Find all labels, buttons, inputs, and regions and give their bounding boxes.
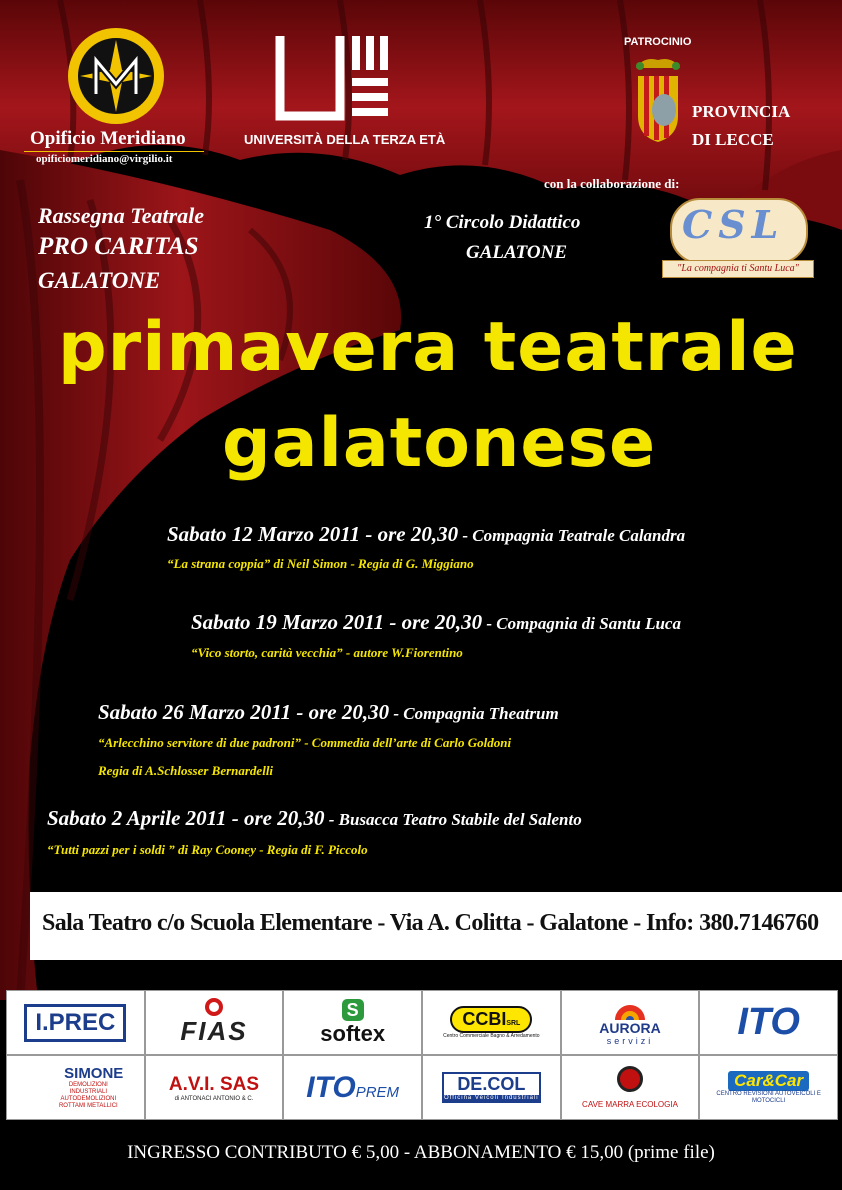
venue-info-text: Sala Teatro c/o Scuola Elementare - Via A. Colitta - Galatone - Info: 380.7146760 xyxy=(42,910,819,936)
event-2-heading xyxy=(191,610,681,635)
opificio-meridiano-logo xyxy=(66,26,166,126)
event-1-date: Sabato 12 Marzo 2011 - ore 20,30 xyxy=(167,522,459,546)
sponsor-cave-marra xyxy=(561,1055,700,1120)
sponsor-simone-name: SIMONE xyxy=(64,1065,124,1082)
csl-motto: "La compagnia ti Santu Luca" xyxy=(662,260,814,278)
provincia-line2: DI LECCE xyxy=(692,130,774,149)
csl-badge: CSL xyxy=(682,202,785,247)
csl-logo xyxy=(662,198,812,278)
opificio-email: opificiomeridiano@virgilio.it xyxy=(36,153,173,165)
sponsor-carcar-sub: CENTRO REVISIONI AUTOVEICOLI E MOTOCICLI xyxy=(716,1090,821,1104)
main-title-line2: galatonese xyxy=(222,404,657,483)
sponsor-avi xyxy=(145,1055,284,1120)
sponsor-aurora-sub: servizi xyxy=(606,1035,654,1046)
sponsor-carcar-name: Car&Car xyxy=(728,1071,809,1091)
sponsors-grid xyxy=(6,990,838,1120)
sponsor-softex-name: softex xyxy=(320,1020,386,1046)
cave-marra-emblem-icon xyxy=(617,1066,643,1092)
event-2-details: “Vico storto, carità vecchia” - autore W.Fiorentino xyxy=(191,645,463,660)
sponsor-fias xyxy=(145,990,284,1055)
event-3-heading xyxy=(98,700,559,725)
provincia-line1: PROVINCIA xyxy=(692,102,791,121)
sponsor-avi-sub: di ANTONACI ANTONIO & C. xyxy=(174,1095,254,1102)
rassegna-line3: GALATONE xyxy=(38,268,161,293)
sponsor-cave-marra-name: CAVE MARRA ECOLOGIA xyxy=(582,1100,678,1109)
main-title-line1: primavera teatrale xyxy=(58,308,798,387)
sponsor-itoprem-name: ITO xyxy=(306,1070,356,1104)
sponsor-ccbi xyxy=(422,990,561,1055)
event-3-director: Regia di A.Schlosser Bernardelli xyxy=(98,763,274,778)
ticket-prices: INGRESSO CONTRIBUTO € 5,00 - ABBONAMENTO € 15,00 (prime file) xyxy=(127,1142,715,1163)
event-1-details: “La strana coppia” di Neil Simon - Regia di G. Miggiano xyxy=(167,556,474,571)
circolo-line1: 1° Circolo Didattico xyxy=(424,212,581,233)
collaborazione-label: con la collaborazione di: xyxy=(544,176,680,191)
event-3-company: - Compagnia Theatrum xyxy=(389,704,559,723)
event-2-date: Sabato 19 Marzo 2011 - ore 20,30 xyxy=(191,610,483,634)
sponsor-ccbi-tag: SRL xyxy=(506,1020,521,1027)
sponsor-fias-name: FIAS xyxy=(180,1016,248,1046)
event-1-heading xyxy=(167,522,685,547)
divider xyxy=(24,151,204,152)
sponsor-itoprem xyxy=(283,1055,422,1120)
sponsor-iprec-name: I.PREC xyxy=(24,1004,126,1042)
university-logo xyxy=(270,36,396,124)
provincia-lecce-crest xyxy=(630,54,686,144)
event-4-heading xyxy=(47,806,582,831)
university-name: UNIVERSITÀ DELLA TERZA ETÀ xyxy=(244,132,446,147)
sponsor-carcar xyxy=(699,1055,838,1120)
sponsor-aurora-name: AURORA xyxy=(599,1019,661,1036)
event-4-company: - Busacca Teatro Stabile del Salento xyxy=(324,810,582,829)
rassegna-line1: Rassegna Teatrale xyxy=(38,203,205,228)
opificio-name: Opificio Meridiano xyxy=(30,128,186,149)
event-3-date: Sabato 26 Marzo 2011 - ore 20,30 xyxy=(98,700,390,724)
circolo-line2: GALATONE xyxy=(466,242,568,263)
sponsor-ito-name: ITO xyxy=(737,1001,800,1043)
sponsor-softex xyxy=(283,990,422,1055)
event-4-date: Sabato 2 Aprile 2011 - ore 20,30 xyxy=(47,806,325,830)
event-3-details: “Arlecchino servitore di due padroni” - Commedia dell’arte di Carlo Goldoni xyxy=(98,735,512,750)
sponsor-ccbi-name: CCBI xyxy=(462,1009,507,1029)
sponsor-decol-name: DE.COL xyxy=(457,1074,526,1094)
sponsor-ito xyxy=(699,990,838,1055)
sponsor-decol xyxy=(422,1055,561,1120)
fias-ring-icon xyxy=(205,998,223,1016)
sponsor-decol-sub: Officina Veicoli Industriali xyxy=(444,1095,539,1101)
sponsor-aurora xyxy=(561,990,700,1055)
sponsor-avi-name: A.V.I. SAS xyxy=(168,1073,260,1095)
event-4-details: “Tutti pazzi per i soldi ” di Ray Cooney - Regia di F. Piccolo xyxy=(47,842,368,857)
rassegna-line2: PRO CARITAS xyxy=(38,233,199,260)
sponsor-simone xyxy=(6,1055,145,1120)
aurora-sunrise-icon xyxy=(613,1000,647,1020)
sponsor-ccbi-sub: Centro Commerciale Bagno & Arredamento xyxy=(443,1033,540,1039)
venue-info-bar xyxy=(30,892,842,960)
event-1-company: - Compagnia Teatrale Calandra xyxy=(458,526,686,545)
softex-s-icon: S xyxy=(342,999,364,1021)
sponsor-itoprem-tag: PREM xyxy=(355,1084,400,1101)
sponsor-iprec xyxy=(6,990,145,1055)
sponsor-simone-sub: DEMOLIZIONI INDUSTRIALI AUTODEMOLIZIONI ROTTAMI METALLICI xyxy=(58,1082,118,1109)
event-2-company: - Compagnia di Santu Luca xyxy=(482,614,681,633)
patrocinio-label: PATROCINIO xyxy=(624,36,692,48)
